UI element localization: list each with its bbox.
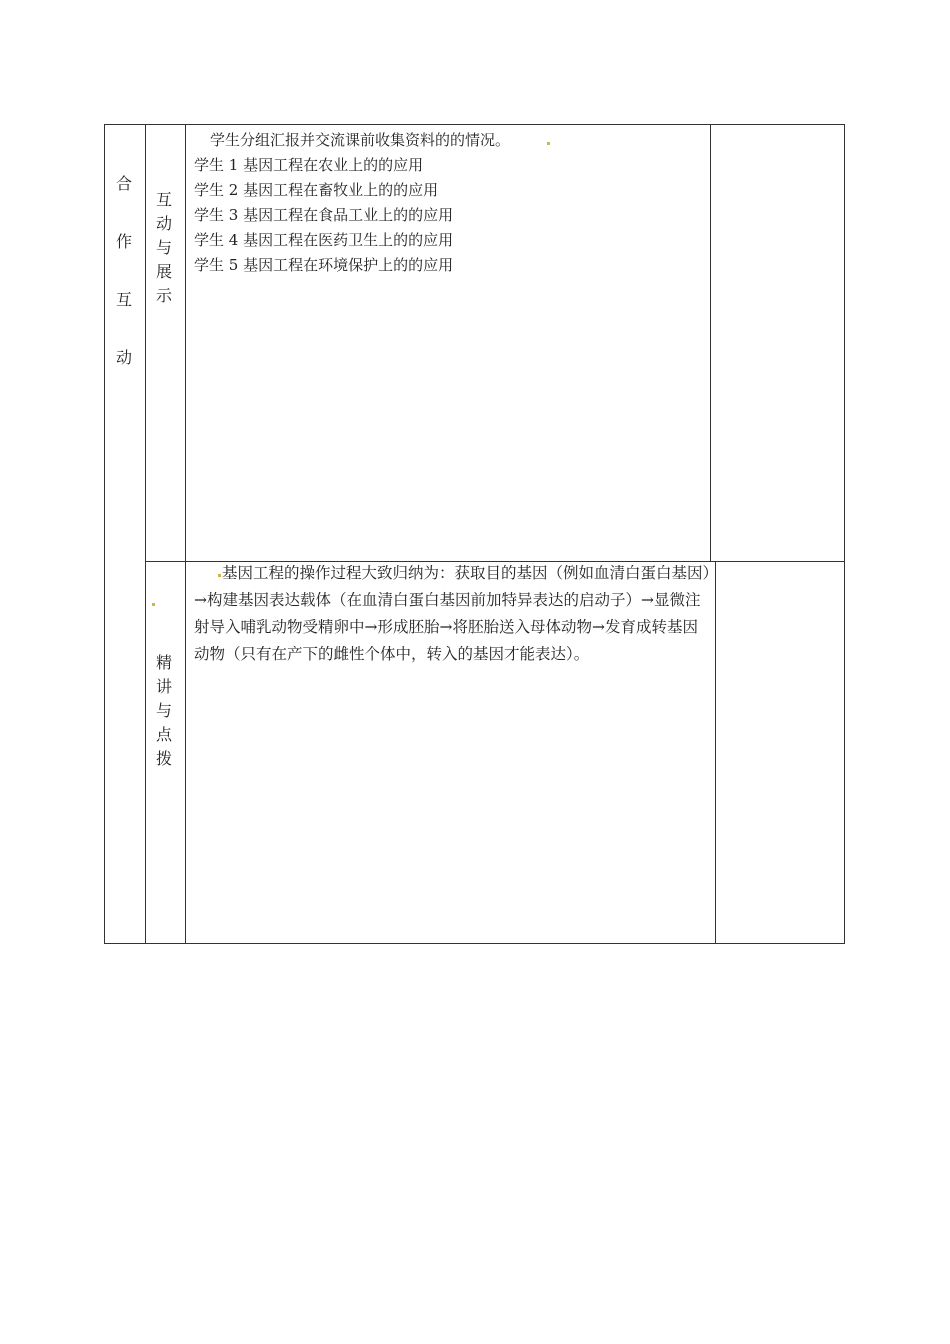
- section-label: [106, 176, 142, 408]
- row2-label: [146, 655, 182, 775]
- column-divider-3-top: [710, 124, 711, 561]
- section-label-char: 互: [115, 290, 132, 309]
- row1-label-char: 互: [155, 190, 172, 209]
- row1-label-char: 展: [155, 262, 172, 281]
- list-item: 学生 1 基因工程在农业上的的应用: [194, 156, 424, 174]
- decorative-dot: [218, 574, 221, 577]
- row2-paragraph: 基因工程的操作过程大致归纳为：获取目的基因（例如血清白蛋白基因）→构建基因表达载体（在血清白蛋白基因前加特异表达的启动子）→显微注射导入哺乳动物受精卵中→形成胚胎→将胚胎送入母体动物→发育成转基因动物（只有在产下的雌性个体中，转入的基因才能表达）。: [194, 564, 711, 663]
- section-label-char: 作: [115, 232, 132, 251]
- row2-label-char: 与: [155, 701, 172, 720]
- row1-content: [194, 128, 709, 278]
- decorative-dot: [547, 142, 550, 145]
- list-item: 学生 2 基因工程在畜牧业上的的应用: [194, 181, 439, 199]
- row1-label: [146, 192, 182, 312]
- row1-label-char: 示: [155, 286, 172, 305]
- row2-label-char: 精: [155, 653, 172, 672]
- row1-label-char: 与: [155, 238, 172, 257]
- list-item: 学生 4 基因工程在医药卫生上的的应用: [194, 231, 454, 249]
- row1-intro: 学生分组汇报并交流课前收集资料的的情况。: [210, 131, 511, 149]
- column-divider-2: [185, 124, 186, 944]
- row2-label-char: 拨: [155, 749, 172, 768]
- column-divider-3-bottom: [715, 561, 716, 944]
- list-item: 学生 5 基因工程在环境保护上的的应用: [194, 256, 454, 274]
- section-label-char: 动: [115, 348, 132, 367]
- row2-label-char: 点: [155, 725, 172, 744]
- row1-label-char: 动: [155, 214, 172, 233]
- row2-label-char: 讲: [155, 677, 172, 696]
- list-item: 学生 3 基因工程在食品工业上的的应用: [194, 206, 454, 224]
- row2-content: [194, 560, 712, 668]
- decorative-dot: [152, 603, 155, 606]
- section-label-char: 合: [115, 174, 132, 193]
